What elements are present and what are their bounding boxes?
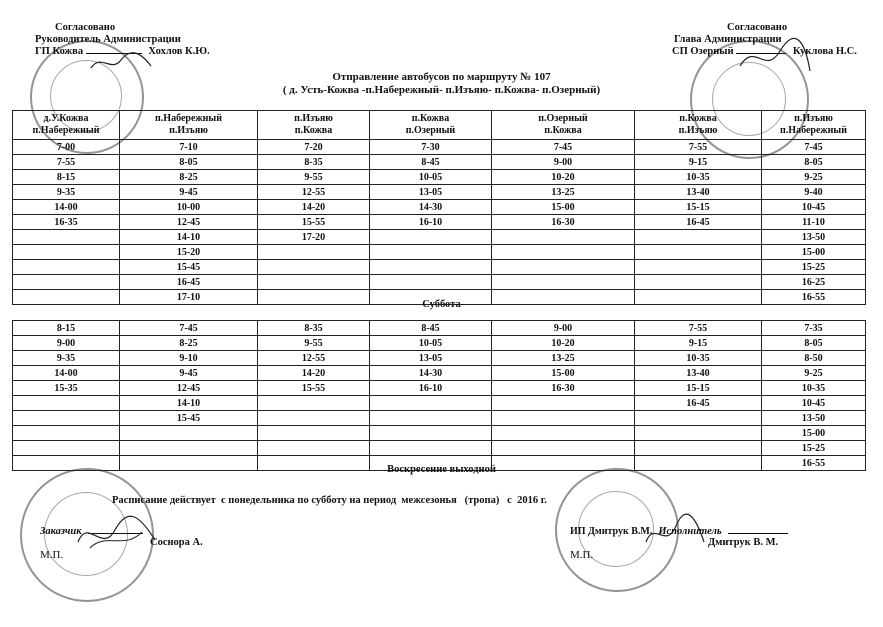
executor-name: Дмитрук В. М. — [708, 537, 779, 548]
column-header-from: п.Озерный — [538, 113, 588, 124]
time-cell: 15-20 — [120, 245, 258, 260]
table-row — [13, 155, 866, 170]
time-cell: 9-00 — [492, 321, 635, 336]
time-cell — [635, 260, 762, 275]
table-row — [13, 351, 866, 366]
weekday-schedule-table — [12, 110, 866, 305]
table-row — [13, 215, 866, 230]
time-cell — [370, 230, 492, 245]
time-cell: 15-55 — [258, 215, 370, 230]
time-cell — [492, 230, 635, 245]
time-cell: 13-50 — [762, 230, 866, 245]
time-cell — [370, 275, 492, 290]
table-row — [13, 260, 866, 275]
time-cell — [13, 260, 120, 275]
time-cell: 8-45 — [370, 321, 492, 336]
table-row — [13, 275, 866, 290]
time-cell: 8-25 — [120, 170, 258, 185]
validity-note: Расписание действует с понедельника по субботу на период межсезонья (тропа) с 2016 г. — [112, 495, 547, 506]
time-cell: 15-25 — [762, 260, 866, 275]
time-cell: 7-55 — [635, 140, 762, 155]
saturday-schedule-table — [12, 320, 866, 471]
time-cell: 8-35 — [258, 155, 370, 170]
time-cell: 16-30 — [492, 381, 635, 396]
time-cell — [492, 396, 635, 411]
executor-block — [570, 521, 870, 561]
time-cell: 10-00 — [120, 200, 258, 215]
time-cell — [13, 426, 120, 441]
approval-left-name: Хохлов К.Ю. — [148, 46, 210, 57]
saturday-label: Суббота — [422, 299, 461, 310]
time-cell: 8-05 — [120, 155, 258, 170]
time-cell — [635, 426, 762, 441]
time-cell: 7-45 — [120, 321, 258, 336]
route-description: ( д. Усть-Кожва -п.Набережный- п.Изъяю- п.Кожва- п.Озерный) — [282, 84, 601, 96]
time-cell — [492, 426, 635, 441]
time-cell: 9-45 — [120, 366, 258, 381]
table-row — [13, 140, 866, 155]
customer-name: Соснора А. — [150, 537, 203, 548]
column-header-from: п.Кожва — [411, 113, 450, 124]
column-header — [13, 111, 120, 140]
column-header-to: п.Набережный — [32, 125, 100, 136]
time-cell: 10-35 — [635, 351, 762, 366]
time-cell: 9-00 — [492, 155, 635, 170]
time-cell: 13-05 — [370, 351, 492, 366]
table-row — [13, 200, 866, 215]
time-cell: 16-55 — [762, 456, 866, 471]
table-row — [13, 441, 866, 456]
executor-signature-line — [728, 533, 788, 534]
time-cell: 10-35 — [762, 381, 866, 396]
time-cell — [492, 411, 635, 426]
time-cell: 16-45 — [635, 396, 762, 411]
time-cell: 7-45 — [762, 140, 866, 155]
time-cell: 9-15 — [635, 336, 762, 351]
table-row — [13, 411, 866, 426]
column-header-to: п.Изъяю — [169, 125, 208, 136]
time-cell — [258, 396, 370, 411]
time-cell — [635, 230, 762, 245]
time-cell: 13-40 — [635, 366, 762, 381]
time-cell: 14-20 — [258, 200, 370, 215]
time-cell: 12-55 — [258, 351, 370, 366]
time-cell: 8-25 — [120, 336, 258, 351]
time-cell — [13, 396, 120, 411]
column-header-to: п.Кожва — [294, 125, 333, 136]
time-cell: 9-10 — [120, 351, 258, 366]
time-cell: 16-45 — [120, 275, 258, 290]
table-row — [13, 170, 866, 185]
time-cell: 8-05 — [762, 336, 866, 351]
time-cell: 9-40 — [762, 185, 866, 200]
time-cell: 9-25 — [762, 170, 866, 185]
time-cell: 7-10 — [120, 140, 258, 155]
time-cell: 8-35 — [258, 321, 370, 336]
time-cell — [492, 245, 635, 260]
time-cell: 12-45 — [120, 381, 258, 396]
approval-right-org: СП Озерный — [672, 46, 734, 57]
time-cell: 15-00 — [492, 200, 635, 215]
time-cell: 13-05 — [370, 185, 492, 200]
time-cell: 16-45 — [635, 215, 762, 230]
time-cell: 9-45 — [120, 185, 258, 200]
approval-right-position: Глава Администрации — [674, 34, 782, 45]
time-cell: 15-00 — [492, 366, 635, 381]
time-cell: 14-00 — [13, 200, 120, 215]
time-cell: 8-45 — [370, 155, 492, 170]
time-cell: 8-15 — [13, 321, 120, 336]
time-cell: 10-45 — [762, 200, 866, 215]
time-cell — [635, 245, 762, 260]
time-cell: 16-10 — [370, 381, 492, 396]
time-cell — [13, 245, 120, 260]
time-cell — [258, 426, 370, 441]
table-row — [13, 245, 866, 260]
table-row — [13, 381, 866, 396]
time-cell: 16-10 — [370, 215, 492, 230]
time-cell: 7-00 — [13, 140, 120, 155]
time-cell: 14-30 — [370, 366, 492, 381]
column-header — [370, 111, 492, 140]
time-cell: 9-55 — [258, 336, 370, 351]
time-cell: 10-05 — [370, 170, 492, 185]
approval-left — [35, 22, 295, 58]
time-cell: 17-20 — [258, 230, 370, 245]
schedule-title: Отправление автобусов по маршруту № 107 — [332, 71, 551, 83]
table-row — [13, 366, 866, 381]
time-cell: 15-45 — [120, 411, 258, 426]
time-cell — [370, 396, 492, 411]
time-cell: 15-00 — [762, 426, 866, 441]
time-cell: 9-25 — [762, 366, 866, 381]
column-header-to: п.Кожва — [544, 125, 582, 136]
time-cell — [492, 441, 635, 456]
time-cell: 9-35 — [13, 351, 120, 366]
time-cell — [13, 411, 120, 426]
time-cell: 8-05 — [762, 155, 866, 170]
time-cell — [258, 441, 370, 456]
time-cell: 15-15 — [635, 200, 762, 215]
time-cell: 10-05 — [370, 336, 492, 351]
approval-left-heading: Согласовано — [55, 22, 116, 33]
executor-sublabel: ИП Дмитрук В.М. — [570, 526, 653, 537]
column-header — [492, 111, 635, 140]
time-cell: 12-55 — [258, 185, 370, 200]
column-header — [635, 111, 762, 140]
time-cell — [258, 275, 370, 290]
time-cell — [258, 411, 370, 426]
time-cell — [13, 441, 120, 456]
customer-label: Заказчик — [40, 526, 82, 537]
time-cell: 7-55 — [635, 321, 762, 336]
signature-executor — [640, 512, 710, 557]
time-cell: 15-55 — [258, 381, 370, 396]
time-cell: 16-35 — [13, 215, 120, 230]
time-cell: 10-20 — [492, 170, 635, 185]
column-header — [258, 111, 370, 140]
approval-left-sign-line — [35, 46, 295, 58]
column-header-from: п.Набережный — [155, 113, 222, 124]
time-cell: 15-00 — [762, 245, 866, 260]
time-cell — [370, 245, 492, 260]
customer-mp: М.П. — [40, 549, 64, 561]
time-cell: 13-25 — [492, 185, 635, 200]
time-cell: 17-10 — [120, 290, 258, 305]
time-cell — [635, 411, 762, 426]
time-cell: 14-10 — [120, 230, 258, 245]
column-header-from: п.Изъяю — [294, 113, 333, 124]
time-cell — [370, 426, 492, 441]
time-cell: 16-30 — [492, 215, 635, 230]
time-cell: 14-20 — [258, 366, 370, 381]
time-cell: 10-20 — [492, 336, 635, 351]
time-cell: 13-40 — [635, 185, 762, 200]
time-cell: 15-15 — [635, 381, 762, 396]
table-row — [13, 426, 866, 441]
approval-left-position: Руководитель Администрации — [35, 34, 181, 45]
approval-left-org: ГП Кожва — [35, 46, 84, 57]
column-header-from: п.Кожва — [679, 113, 717, 124]
time-cell: 7-30 — [370, 140, 492, 155]
time-cell: 8-50 — [762, 351, 866, 366]
time-cell — [370, 260, 492, 275]
approval-right-name: Куклова Н.С. — [792, 46, 857, 57]
time-cell: 15-35 — [13, 381, 120, 396]
table-row — [13, 336, 866, 351]
time-cell: 11-10 — [762, 215, 866, 230]
signature-customer — [70, 512, 160, 557]
column-header-to: п.Озерный — [405, 125, 456, 136]
time-cell: 13-25 — [492, 351, 635, 366]
time-cell: 7-55 — [13, 155, 120, 170]
time-cell — [13, 275, 120, 290]
time-cell — [370, 411, 492, 426]
column-header — [120, 111, 258, 140]
time-cell: 10-35 — [635, 170, 762, 185]
time-cell — [120, 441, 258, 456]
time-cell: 13-50 — [762, 411, 866, 426]
approval-right-heading: Согласовано — [727, 22, 788, 33]
table-row — [13, 185, 866, 200]
time-cell: 14-30 — [370, 200, 492, 215]
column-header-from: п.Изъяю — [794, 113, 833, 124]
time-cell: 12-45 — [120, 215, 258, 230]
time-cell — [258, 245, 370, 260]
column-header-from: д.У.Кожва — [43, 113, 89, 124]
time-cell: 7-45 — [492, 140, 635, 155]
table-row — [13, 321, 866, 336]
column-header-to: п.Изъяю — [678, 125, 718, 136]
time-cell — [635, 275, 762, 290]
time-cell: 7-35 — [762, 321, 866, 336]
time-cell — [258, 260, 370, 275]
time-cell — [120, 426, 258, 441]
time-cell: 9-00 — [13, 336, 120, 351]
time-cell: 9-35 — [13, 185, 120, 200]
table-row — [13, 230, 866, 245]
table-row — [13, 396, 866, 411]
time-cell — [635, 441, 762, 456]
time-cell: 10-45 — [762, 396, 866, 411]
time-cell — [13, 230, 120, 245]
time-cell: 16-25 — [762, 275, 866, 290]
time-cell: 14-10 — [120, 396, 258, 411]
time-cell — [370, 441, 492, 456]
table-header-row — [13, 111, 866, 140]
time-cell: 8-15 — [13, 170, 120, 185]
time-cell: 15-25 — [762, 441, 866, 456]
time-cell: 9-55 — [258, 170, 370, 185]
sunday-label: Воскресение выходной — [387, 464, 496, 475]
executor-label: Исполнитель — [658, 526, 722, 537]
time-cell — [492, 260, 635, 275]
time-cell: 7-20 — [258, 140, 370, 155]
time-cell: 15-45 — [120, 260, 258, 275]
time-cell: 9-15 — [635, 155, 762, 170]
time-cell — [492, 275, 635, 290]
time-cell: 16-55 — [762, 290, 866, 305]
column-header-to: п.Набережный — [780, 125, 847, 136]
column-header — [762, 111, 866, 140]
executor-mp: М.П. — [570, 549, 594, 561]
time-cell: 14-00 — [13, 366, 120, 381]
